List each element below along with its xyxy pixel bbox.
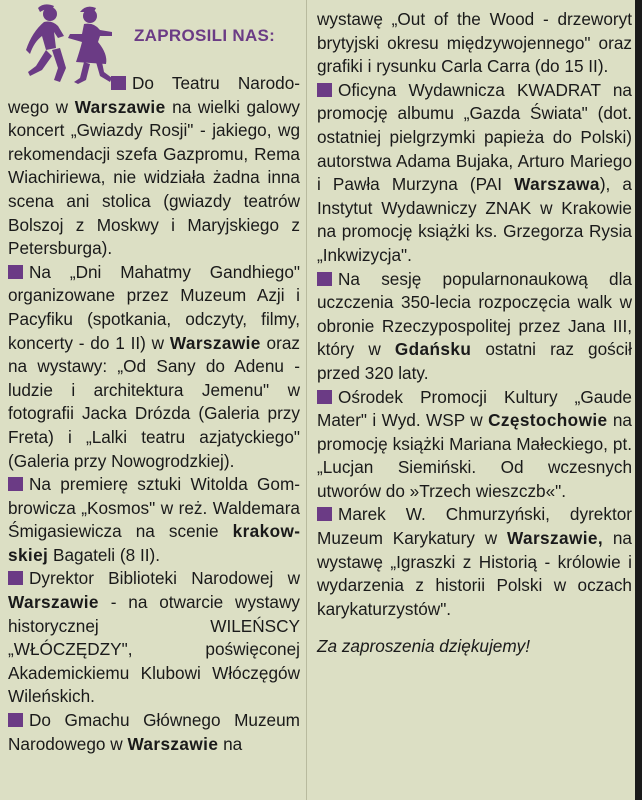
section-title: ZAPROSILI NAS: [134, 26, 276, 45]
list-item: Oficyna Wydawnicza KWADRAT na promocję albumu „Gazda Świata" (dot. ostatniej pielgrzymki papieża do Polski) autorstwa Adama Bujaka, Arturo Mariego i Pawła Murzyna (PAI Warszawa), a Instytut Wydawniczy ZNAK w Krakowie na promocję książki ks. Grzegorza Rysia „Inkwizycja". [317, 79, 632, 265]
square-bullet-icon [317, 507, 332, 521]
page-edge [635, 0, 642, 800]
list-item-continued: wystawę „Out of the Wood - drzeworyt brytyjski okresu międzywojennego" oraz grafiki i rysunku Carla Carra (do 15 II). [317, 9, 632, 77]
closing-note: Za zaproszenia dziękujemy! [317, 636, 531, 657]
section-header [8, 0, 300, 90]
column-divider [306, 0, 307, 800]
square-bullet-icon [317, 83, 332, 97]
list-item: Do Teatru Narodowego w Warszawie na wielki galowy koncert „Gwiazdy Rosji" - jakiego, wg rekomendacji szefa Gazpromu, Rema Wiachiriewa, nie widziała żadna inna scena ani stolica (gwiazdy teatrów Bolszoj z Moskwy i Maryjskiego z Petersburga). [8, 73, 300, 259]
square-bullet-icon [8, 571, 23, 585]
list-item: Na „Dni Mahatmy Gandhiego" organizowane przez Muzeum Azji i Pacyfiku (spotkania, odczyty, filmy, koncerty - do 1 II) w Warszawie oraz na wystawy: „Od Sany do Adenu - ludzie i architektura Jemenu" w fotografii Jacka Drózda (Galeria przy Freta) i „Lalki teatru azjatyckiego" (Galeria przy Nowogrodzkiej). [8, 261, 300, 471]
square-bullet-icon [8, 713, 23, 727]
list-item: Na sesję popularnonaukową dla uczczenia 350-lecia rozpoczęcia walk w obronie Rzeczypospolitej przez Jana III, który w Gdańsku ostatni raz gościł przed 320 laty. [317, 268, 632, 383]
square-bullet-icon [317, 272, 332, 286]
list-item: Marek W. Chmurzyński, dyrektor Muzeum Karykatury w Warszawie, na wystawę „Igraszki z Historią - królowie i wydarzenia z historii Polski w oczach karykaturzystów". [317, 504, 632, 619]
dancing-couple-icon [24, 2, 124, 86]
list-item: Na premierę sztuki Witolda Gombrowicza „Kosmos" w reż. Waldemara Śmigasiewicza na scenie krakowskiej Bagateli (8 II). [8, 474, 300, 565]
square-bullet-icon [8, 265, 23, 279]
left-column [8, 0, 300, 800]
list-item: Ośrodek Promocji Kultury „Gaude Mater" i Wyd. WSP w Częstochowie na promocję książki Mariana Małeckiego, pt. „Lucjan Siemiński. Od wczesnych utworów do »Trzech wieszczb«". [317, 386, 632, 501]
square-bullet-icon [8, 477, 23, 491]
list-item: Do Gmachu Głównego Muzeum Narodowego w Warszawie na [8, 710, 300, 754]
square-bullet-icon [317, 390, 332, 404]
list-item: Dyrektor Biblioteki Narodowej w Warszawie - na otwarcie wystawy historycznej WILEŃSCY „WŁÓCZĘDZY", poświęconej Akademickiemu Klubowi Włóczęgów Wileńskich. [8, 568, 300, 707]
right-column [317, 8, 632, 800]
